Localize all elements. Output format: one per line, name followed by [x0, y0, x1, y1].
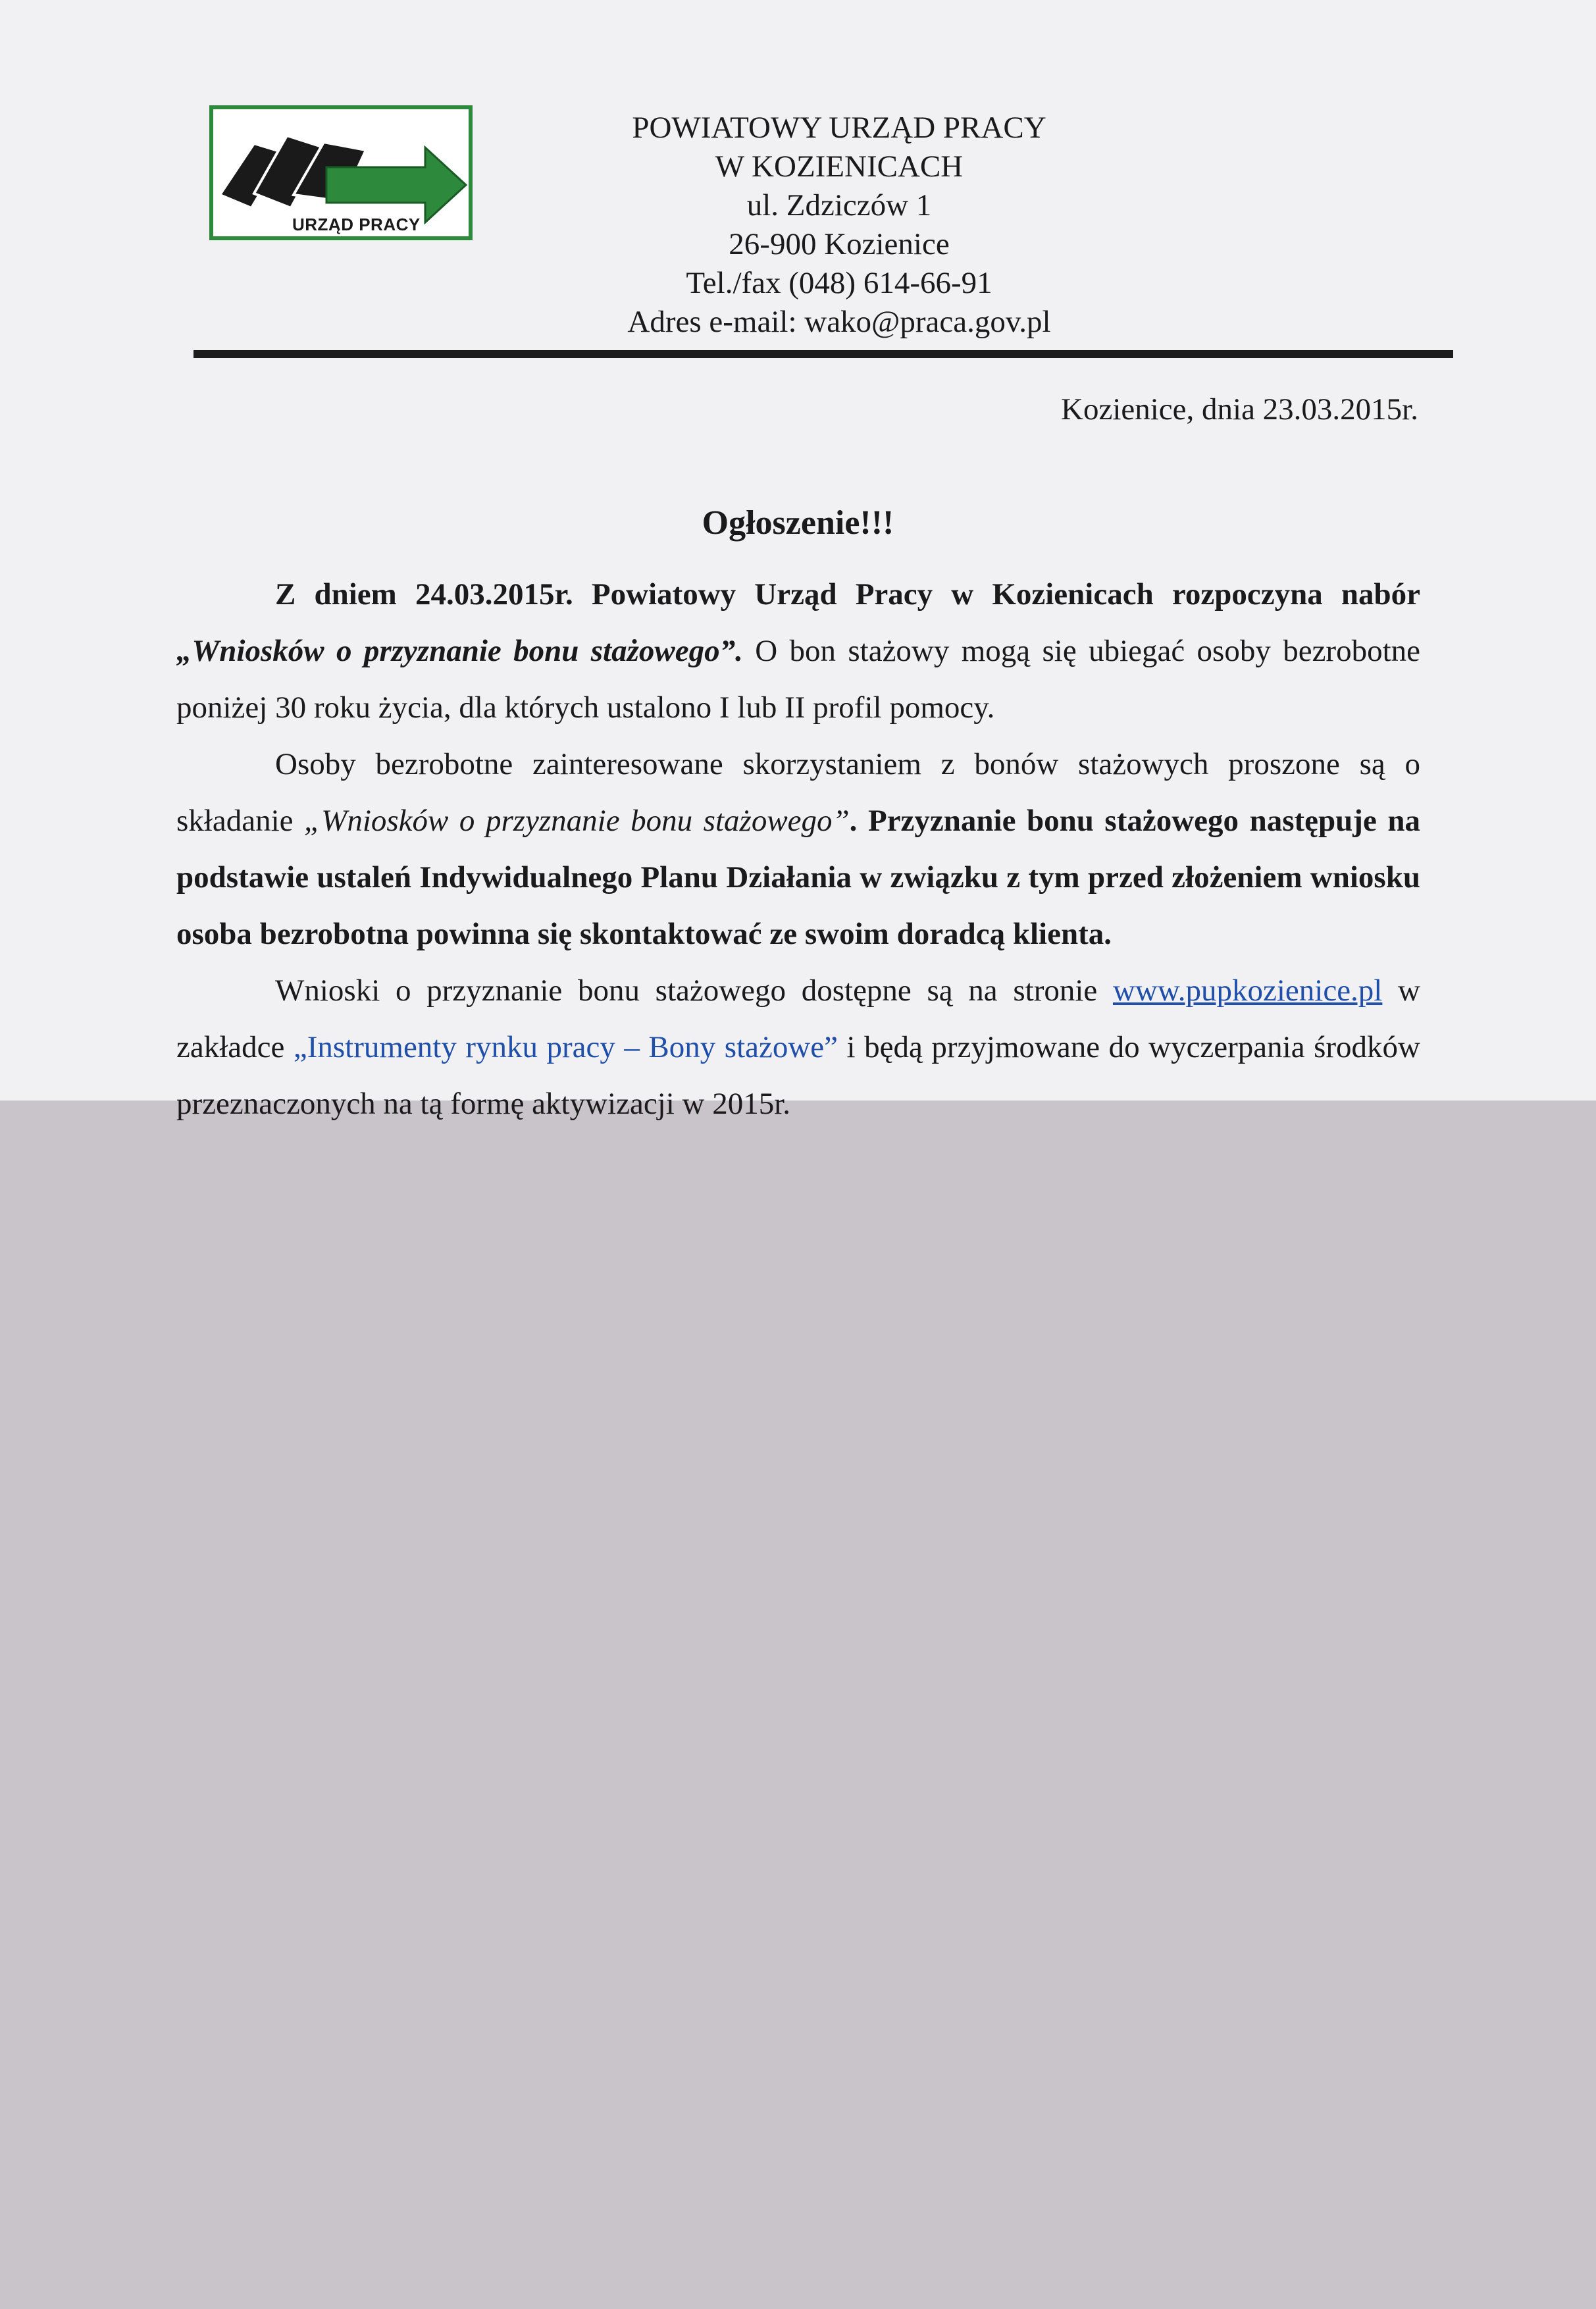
header-divider — [193, 350, 1453, 358]
header-line-postal: 26-900 Kozienice — [729, 227, 950, 261]
p2-application-name: „Wniosków o przyznanie bonu stażowego” — [304, 804, 850, 838]
document-date: Kozienice, dnia 23.03.2015r. — [1061, 392, 1418, 427]
paragraph-3 — [176, 962, 1420, 1132]
header-line-email: Adres e-mail: wako@praca.gov.pl — [627, 305, 1051, 339]
logo-label: URZĄD PRACY — [292, 215, 421, 234]
p3-end: i będą przyjmowane do wyczerpania środków przeznaczonych na tą formę aktywizacji w 2015r. — [176, 1030, 1420, 1121]
header-line-phone: Tel./fax (048) 614-66-91 — [686, 266, 992, 300]
p2-bold-end: . Przyznanie bonu stażowego następuje na podstawie ustaleń Indywidualnego Planu Działania w związku z tym przed złożeniem wniosku osoba bezrobotna powinna się skontaktować ze swoim doradcą klienta. — [176, 804, 1420, 951]
website-link[interactable]: www.pupkozienice.pl — [1112, 973, 1383, 1008]
announcement-body — [176, 566, 1420, 1132]
p1-eligibility-text: O bon stażowy mogą się ubiegać osoby bezrobotne poniżej 30 roku życia, dla których ustalono I lub II profil pomocy. — [176, 634, 1420, 725]
urzad-pracy-logo — [209, 105, 473, 240]
p1-application-name: „Wniosków o przyznanie bonu stażowego”. — [176, 634, 743, 668]
p3-start: Wnioski o przyznanie bonu stażowego dostępne są na stronie — [275, 973, 1113, 1008]
header-line-street: ul. Zdziczów 1 — [746, 188, 932, 222]
announcement-title: Ogłoszenie!!! — [702, 504, 894, 542]
document-page — [0, 0, 1596, 1121]
paragraph-2 — [176, 736, 1420, 962]
p2-start: Osoby bezrobotne zainteresowane skorzystaniem z bonów stażowych proszone są o składanie — [176, 747, 1420, 838]
office-header — [500, 109, 1178, 342]
p1-bold-start: Z dniem 24.03.2015r. Powiatowy Urząd Pracy w Kozienicach rozpoczyna nabór — [275, 577, 1420, 611]
p3-tab-name: „Instrumenty rynku pracy – Bony stażowe” — [293, 1030, 838, 1064]
p3-middle: w zakładce — [176, 973, 1421, 1064]
header-line-city: W KOZIENICACH — [715, 149, 964, 184]
header-line-office: POWIATOWY URZĄD PRACY — [632, 111, 1046, 145]
paragraph-1 — [176, 566, 1420, 736]
